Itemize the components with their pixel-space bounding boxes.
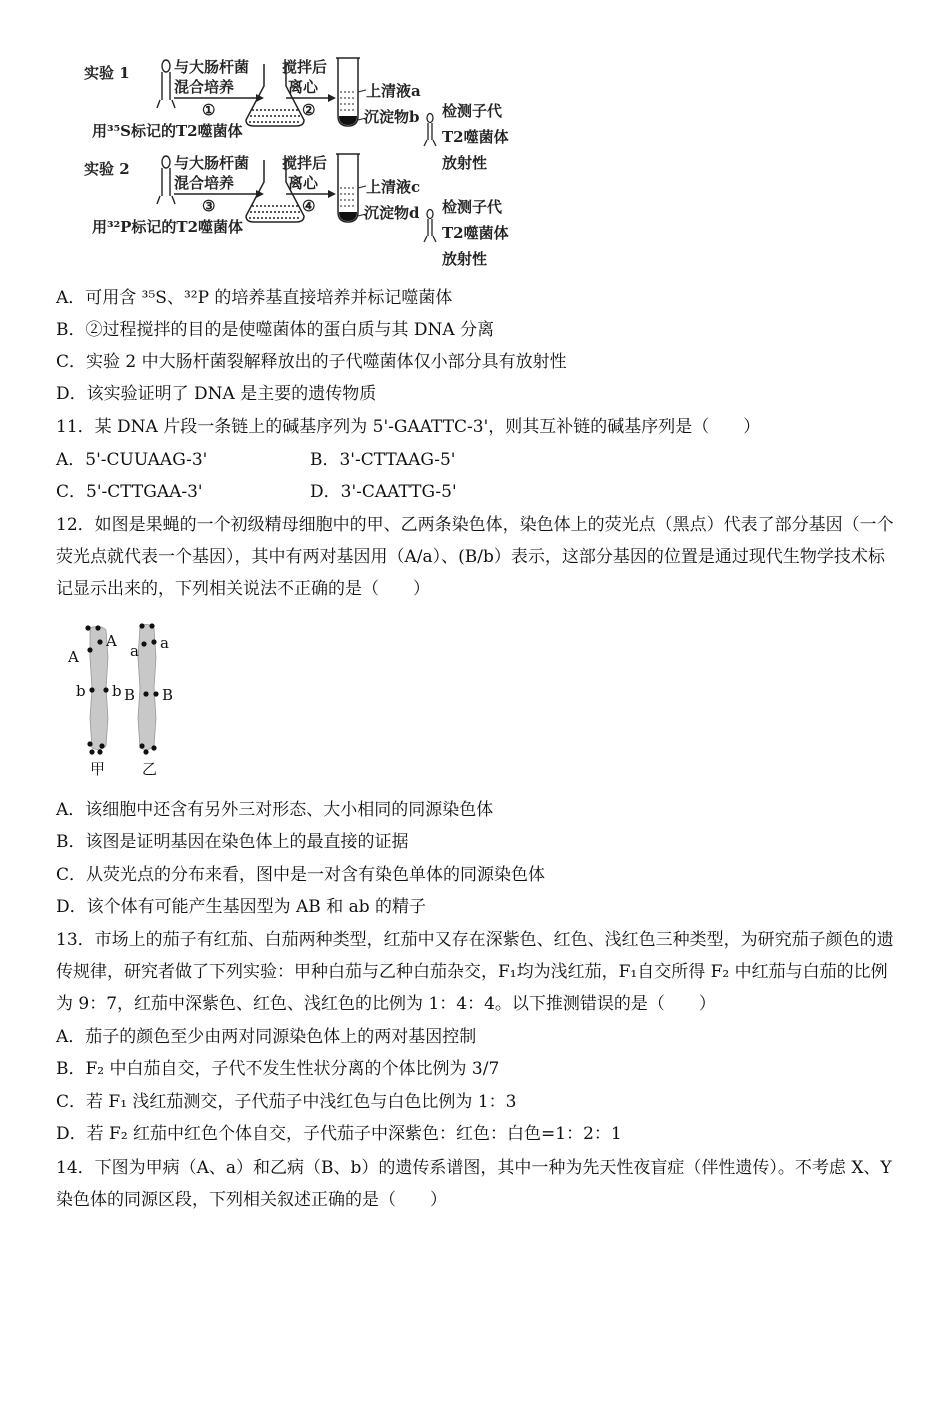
supernatant-a: 上清液a <box>366 82 421 100</box>
q12-option-a: A．该细胞中还含有另外三对形态、大小相同的同源染色体 <box>56 800 494 820</box>
q12-option-c: C．从荧光点的分布来看，图中是一对含有染色单体的同源染色体 <box>56 865 546 885</box>
detect-line3-exp2: 放射性 <box>442 250 488 268</box>
phage-icon <box>157 60 175 108</box>
gene-label-B-left: B <box>124 686 136 704</box>
test-tube-icon <box>336 154 360 222</box>
step2-label: ② <box>302 101 316 119</box>
mix-line2-exp2: 混合培养 <box>174 174 235 192</box>
gene-label-B-right: B <box>162 686 174 704</box>
gene-label-a-right: a <box>160 634 169 652</box>
step4-label: ④ <box>302 197 316 215</box>
exp2-label: 实验 2 <box>84 160 130 178</box>
q12-option-b: B．该图是证明基因在染色体上的最直接的证据 <box>56 832 409 852</box>
chromosome-jia-label: 甲 <box>90 760 106 778</box>
q11-option-d: D．3'-CAATTG-5' <box>310 482 457 502</box>
q13-stem: 13．市场上的茄子有红茄、白茄两种类型，红茄中又存在深紫色、红色、浅红色三种类型，为研究茄子颜色的遗传规律，研究者做了下列实验：甲种白茄与乙种白茄杂交，F₁均为浅红茄，F₁自交所得 F₂ 中红茄与白茄的比例为 9：7，红茄中深紫色、红色、浅红色的比例为 1：4：4。以下推测错误的是（ ） <box>56 930 894 1014</box>
label-s35: 用³⁵S标记的T2噬菌体 <box>92 122 243 140</box>
supernatant-c: 上清液c <box>366 178 421 196</box>
step3-label: ③ <box>202 197 216 215</box>
label-p32: 用³²P标记的T2噬菌体 <box>92 218 244 236</box>
mix-line2: 混合培养 <box>174 78 235 96</box>
stir-line2-exp2: 离心 <box>288 174 319 192</box>
detect-line3: 放射性 <box>442 154 488 172</box>
q13-option-d: D．若 F₂ 红茄中红色个体自交，子代茄子中深紫色：红色：白色=1：2：1 <box>56 1124 622 1144</box>
arrowhead <box>328 94 336 102</box>
gene-label-b-left: b <box>76 682 86 700</box>
phage-small-icon <box>424 114 436 147</box>
q11-option-a: A．5'-CUUAAG-3' <box>56 450 208 470</box>
phage-small-icon <box>424 210 436 243</box>
chromosome-figure <box>60 618 190 780</box>
q10-option-d: D．该实验证明了 DNA 是主要的遗传物质 <box>56 384 377 404</box>
exp1-label: 实验 1 <box>84 64 130 82</box>
mix-line1: 与大肠杆菌 <box>174 58 250 76</box>
q13-option-c: C．若 F₁ 浅红茄测交，子代茄子中浅红色与白色比例为 1：3 <box>56 1092 517 1112</box>
q11-stem: 11．某 DNA 片段一条链上的碱基序列为 5'-GAATTC-3'，则其互补链的碱基序列是（ ） <box>56 417 761 437</box>
phage-icon <box>157 156 175 204</box>
test-tube-icon <box>336 58 360 126</box>
gene-label-a-left: a <box>130 642 139 660</box>
q13-option-b: B．F₂ 中白茄自交，子代不发生性状分离的个体比例为 3/7 <box>56 1059 500 1079</box>
q10-option-a: A．可用含 ³⁵S、³²P 的培养基直接培养并标记噬菌体 <box>56 288 453 308</box>
q10-option-b: B．②过程搅拌的目的是使噬菌体的蛋白质与其 DNA 分离 <box>56 320 495 340</box>
chromosome-yi-label: 乙 <box>142 760 158 778</box>
q11-option-b: B．3'-CTTAAG-5' <box>310 450 456 470</box>
gene-label-A-left: A <box>68 648 79 666</box>
gene-label-A-right: A <box>106 632 117 650</box>
leader-a <box>358 90 366 92</box>
q11-option-c: C．5'-CTTGAA-3' <box>56 482 203 502</box>
detect-line2: T2噬菌体 <box>442 128 509 146</box>
q13-option-a: A．茄子的颜色至少由两对同源染色体上的两对基因控制 <box>56 1027 477 1047</box>
detect-line1-exp2: 检测子代 <box>442 198 503 216</box>
mix-line1-exp2: 与大肠杆菌 <box>174 154 250 172</box>
q10-option-c: C．实验 2 中大肠杆菌裂解释放出的子代噬菌体仅小部分具有放射性 <box>56 352 567 372</box>
sediment-b: 沉淀物b <box>364 108 420 126</box>
q12-stem: 12．如图是果蝇的一个初级精母细胞中的甲、乙两条染色体，染色体上的荧光点（黑点）代表了部分基因（一个荧光点就代表一个基因），其中有两对基因用（A/a）、(B/b）表示，这部分基因的位置是通过现代生物学技术标记显示出来的，下列相关说法不正确的是（ ） <box>56 515 894 599</box>
stir-line1-exp2: 搅拌后 <box>282 154 328 172</box>
q12-option-d: D．该个体有可能产生基因型为 AB 和 ab 的精子 <box>56 897 427 917</box>
step1-label: ① <box>202 101 216 119</box>
stir-line1: 搅拌后 <box>282 58 328 76</box>
sediment-d: 沉淀物d <box>364 204 420 222</box>
detect-line1: 检测子代 <box>442 102 503 120</box>
detect-line2-exp2: T2噬菌体 <box>442 224 509 242</box>
q14-stem: 14．下图为甲病（A、a）和乙病（B、b）的遗传系谱图，其中一种为先天性夜盲症（伴性遗传）。不考虑 X、Y 染色体的同源区段，下列相关叙述正确的是（ ） <box>56 1158 892 1210</box>
phage-experiment-figure <box>60 50 540 275</box>
leader-c <box>358 186 366 188</box>
stir-line2: 离心 <box>288 78 319 96</box>
arrowhead <box>328 190 336 198</box>
gene-label-b-right: b <box>112 682 122 700</box>
